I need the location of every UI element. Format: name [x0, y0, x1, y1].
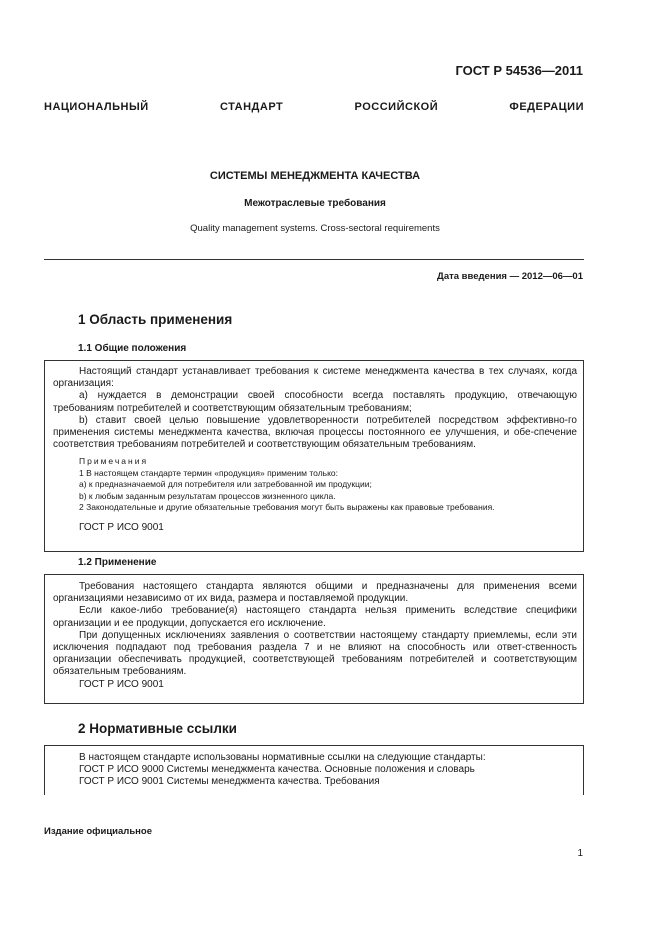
section-1-2-box: [44, 574, 584, 704]
paragraph: В настоящем стандарте использованы нормативные ссылки на следующие стандарты:: [79, 752, 486, 763]
normative-reference: ГОСТ Р ИСО 9000 Системы менеджмента качества. Основные положения и словарь: [79, 764, 475, 776]
paragraph: Требования настоящего стандарта являются общими и предназначены для применения всеми организациями независимо от их вида, размера и поставляемой продукции.: [53, 581, 577, 605]
normative-reference: ГОСТ Р ИСО 9001 Системы менеджмента качества. Требования: [79, 776, 380, 788]
reference-source: ГОСТ Р ИСО 9001: [79, 678, 164, 690]
document-subtitle: Межотраслевые требования: [244, 198, 386, 209]
header-divider: [44, 259, 584, 260]
section-2-box: [44, 745, 584, 795]
paragraph: При допущенных исключениях заявления о соответствии настоящему стандарту приемлемы, если эти исключения подпадают под требования раздела 7 и не влияют на способность или ответ-ственность организации обеспечивать продукцией, соответствующей требованиям потребителей и соответствующим обязательным требованиям.: [53, 629, 577, 678]
document-number: ГОСТ Р 54536—2011: [455, 63, 583, 78]
section-1-2-heading: 1.2 Применение: [78, 557, 157, 568]
note-item: b) к любым заданным результатам процессов жизненного цикла.: [79, 490, 336, 501]
paragraph: b) ставит своей целью повышение удовлетворенности потребителей посредством эффективно-го применения системы менеджмента качества, включая процессы постоянного ее улучшения, и обе-спечение соответствия требованиям потребителей и соответствующим обязательным требованиям.: [53, 414, 577, 451]
national-standard-banner: НАЦИОНАЛЬНЫЙ СТАНДАРТ РОССИЙСКОЙ ФЕДЕРАЦИИ: [44, 101, 584, 113]
paragraph: Если какое-либо требование(я) настоящего стандарта нельзя применить вследствие специфики организации и ее продукции, допускается его исключение.: [53, 605, 577, 629]
note-item: 1 В настоящем стандарте термин «продукция» применим только:: [79, 467, 338, 478]
note-item: 2 Законодательные и другие обязательные требования могут быть выражены как правовые требования.: [79, 502, 495, 513]
section-1-heading: 1 Область применения: [78, 312, 233, 327]
section-1-1-box: [44, 360, 584, 552]
notes-title: Примечания: [79, 456, 149, 467]
date-introduction: Дата введения — 2012—06—01: [437, 271, 583, 282]
note-item: a) к предназначаемой для потребителя или затребованной им продукции;: [79, 479, 372, 490]
reference-source: ГОСТ Р ИСО 9001: [79, 521, 164, 533]
section-1-1-heading: 1.1 Общие положения: [78, 343, 187, 354]
page-number: 1: [577, 848, 583, 859]
official-edition-label: Издание официальное: [44, 826, 152, 837]
document-title: СИСТЕМЫ МЕНЕДЖМЕНТА КАЧЕСТВА: [209, 170, 421, 182]
paragraph: a) нуждается в демонстрации своей способности всегда поставлять продукцию, отвечающую требованиям потребителей и соответствующим обязательным требованиям;: [53, 390, 577, 414]
paragraph: Настоящий стандарт устанавливает требования к системе менеджмента качества в тех случаях, когда организация:: [53, 366, 577, 390]
section-2-heading: 2 Нормативные ссылки: [78, 721, 237, 736]
english-title: Quality management systems. Cross-sectoral requirements: [190, 223, 440, 234]
